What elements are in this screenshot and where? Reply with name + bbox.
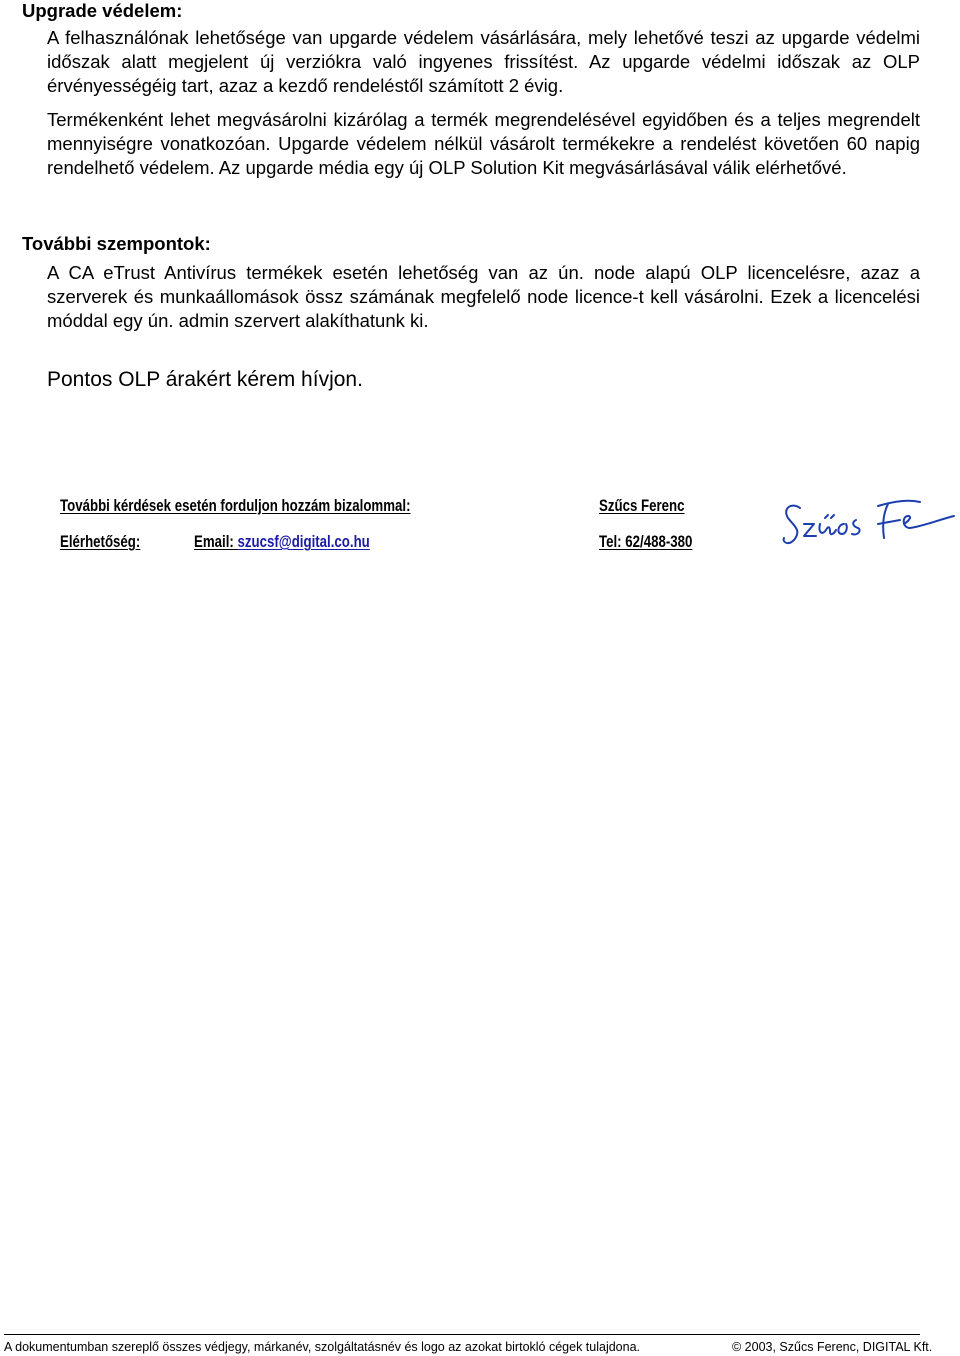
email-label: Email:: [194, 532, 234, 551]
footer-divider: [4, 1334, 920, 1335]
handwritten-signature: [778, 490, 958, 560]
paragraph-upgrade-intro: A felhasználónak lehetősége van upgarde védelem vásárlására, mely lehetővé teszi az upgarde védelmi időszak alatt megjelent új verziókra való ingyenes frissítést. Az upgarde védelmi időszak az OLP érvényességéig tart, azaz a kezdő rendeléstől számított 2 évig.: [47, 27, 920, 96]
email-link[interactable]: szucsf@digital.co.hu: [237, 532, 370, 551]
contact-name: Szűcs Ferenc: [599, 496, 685, 515]
footer-disclaimer: A dokumentumban szereplő összes védjegy, márkanév, szolgáltatásnév és logo az azokat birtokló cégek tulajdona.: [4, 1340, 641, 1354]
paragraph-upgrade-terms: Termékenként lehet megvásárolni kizárólag a termék megrendelésével egyidőben és a teljes megrendelt mennyiségre vonatkozóan. Upgarde védelem nélkül vásárolt termékekre a rendelést követően 60 napig rendelhető védelem. Az upgarde média egy új OLP Solution Kit megvásárlásával válik elérhetővé.: [47, 109, 920, 178]
contact-reach-label: Elérhetőség:: [60, 532, 141, 551]
section-title-other: További szempontok:: [22, 233, 211, 254]
footer-copyright: © 2003, Szűcs Ferenc, DIGITAL Kft.: [732, 1340, 933, 1354]
paragraph-node-licensing: A CA eTrust Antivírus termékek esetén lehetőség van az ún. node alapú OLP licencelésre, azaz a szerverek és munkaállomások össz számának megfelelő node licence-t kell vásárolni. Ezek a licencelési móddal egy ún. admin szervert alakíthatunk ki.: [47, 262, 920, 331]
section-title-upgrade: Upgrade védelem:: [22, 0, 183, 21]
contact-prompt: További kérdések esetén forduljon hozzám bizalommal:: [60, 496, 411, 515]
contact-email-row: [194, 532, 370, 552]
contact-phone: Tel: 62/488-380: [599, 532, 693, 551]
pricing-note: Pontos OLP árakért kérem hívjon.: [47, 368, 363, 391]
